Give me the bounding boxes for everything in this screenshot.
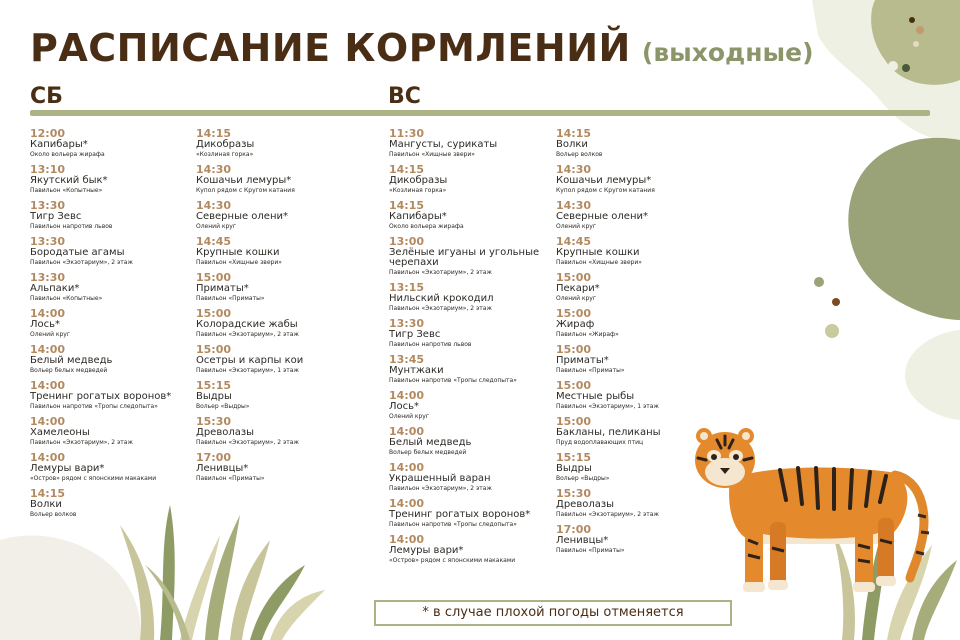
animal-name: Волки: [30, 499, 62, 510]
dot: [902, 64, 910, 72]
feeding-time: 17:00: [556, 523, 592, 536]
feeding-time: 13:30: [30, 199, 66, 212]
title-subtitle: (выходные): [641, 38, 814, 67]
animal-name: Волки: [556, 139, 588, 150]
feeding-time: 14:00: [389, 461, 425, 474]
grass-illustration-left: [120, 495, 330, 640]
feeding-location: Олений круг: [389, 413, 430, 420]
feeding-location: «Козлиная горка»: [389, 187, 447, 194]
dot: [888, 61, 898, 71]
feeding-time: 14:00: [30, 379, 66, 392]
schedule-entry: [389, 498, 547, 528]
animal-name: Мунтжаки: [389, 365, 444, 376]
feeding-location: «Остров» рядом с японскими макаками: [389, 557, 516, 564]
animal-name: Тренинг рогатых воронов*: [389, 509, 531, 520]
feeding-location: Купол рядом с Кругом катания: [196, 187, 295, 194]
right-blob-dark: [848, 138, 960, 320]
feeding-location: Павильон «Приматы»: [196, 295, 265, 302]
feeding-time: 14:30: [196, 199, 232, 212]
animal-name: Хамелеоны: [30, 427, 90, 438]
header-divider: [30, 110, 930, 116]
animal-name: Мангусты, сурикаты: [389, 139, 498, 150]
schedule-entry: [196, 308, 354, 338]
sunday-column-1: [389, 128, 547, 570]
animal-name: Кошачьи лемуры*: [556, 175, 652, 186]
schedule-entry: [389, 318, 547, 348]
right-blob-light: [905, 330, 960, 420]
feeding-time: 15:00: [556, 379, 592, 392]
page-title: [30, 26, 814, 70]
feeding-time: 14:30: [556, 199, 592, 212]
feeding-time: 17:00: [196, 451, 232, 464]
animal-name: Бородатые агамы: [30, 247, 125, 258]
feeding-location: Вольер «Выдры»: [556, 475, 610, 482]
feeding-location: Павильон напротив львов: [30, 223, 113, 230]
schedule-entry: [196, 344, 354, 374]
schedule-entry: [196, 416, 354, 446]
feeding-location: Вольер белых медведей: [30, 367, 108, 374]
feeding-location: Олений круг: [30, 331, 71, 338]
animal-name: Нильский крокодил: [389, 293, 494, 304]
animal-name: Приматы*: [556, 355, 609, 366]
schedule-entry: [196, 128, 354, 158]
feeding-time: 14:00: [30, 343, 66, 356]
feeding-time: 14:00: [30, 451, 66, 464]
schedule-entry: [556, 200, 714, 230]
feeding-time: 15:30: [556, 487, 592, 500]
title-main: РАСПИСАНИЕ КОРМЛЕНИЙ: [30, 26, 631, 70]
schedule-entry: [556, 380, 714, 410]
feeding-location: Олений круг: [556, 223, 597, 230]
animal-name: Лемуры вари*: [389, 545, 464, 556]
feeding-time: 14:15: [389, 199, 425, 212]
feeding-time: 14:00: [30, 415, 66, 428]
animal-name: Зелёные игуаны и угольные черепахи: [389, 247, 540, 268]
animal-name: Выдры: [196, 391, 232, 402]
schedule-entry: [196, 452, 354, 482]
tiger-illustration: [690, 420, 930, 600]
dot: [913, 41, 919, 47]
feeding-time: 14:00: [389, 425, 425, 438]
feeding-time: 14:30: [556, 163, 592, 176]
feeding-location: Павильон «Экзотариум», 2 этаж: [196, 439, 299, 446]
animal-name: Древолазы: [556, 499, 615, 510]
feeding-time: 13:15: [389, 281, 425, 294]
feeding-location: Павильон «Экзотариум», 1 этаж: [196, 367, 299, 374]
schedule-entry: [30, 164, 188, 194]
feeding-time: 15:00: [556, 307, 592, 320]
animal-name: Дикобразы: [389, 175, 448, 186]
feeding-location: Павильон напротив «Тропы следопыта»: [30, 403, 158, 410]
schedule-entry: [30, 380, 188, 410]
schedule-entry: [556, 308, 714, 338]
feeding-time: 14:30: [196, 163, 232, 176]
feeding-time: 14:00: [389, 497, 425, 510]
feeding-time: 14:45: [556, 235, 592, 248]
schedule-entry: [556, 272, 714, 302]
feeding-location: Павильон «Копытные»: [30, 295, 103, 302]
animal-name: Капибары*: [389, 211, 447, 222]
day-label-sunday: ВС: [388, 84, 421, 109]
feeding-time: 15:00: [196, 271, 232, 284]
feeding-time: 15:00: [196, 307, 232, 320]
schedule-entry: [30, 272, 188, 302]
feeding-time: 15:00: [556, 271, 592, 284]
animal-name: Лось*: [30, 319, 61, 330]
schedule-entry: [196, 164, 354, 194]
feeding-time: 14:15: [196, 127, 232, 140]
schedule-entry: [30, 416, 188, 446]
animal-name: Украшенный варан: [389, 473, 491, 484]
feeding-time: 11:30: [389, 127, 425, 140]
saturday-column-1: [30, 128, 188, 524]
feeding-time: 13:10: [30, 163, 66, 176]
schedule-entry: [30, 128, 188, 158]
feeding-location: Павильон «Экзотариум», 2 этаж: [389, 269, 492, 276]
feeding-location: Вольер «Выдры»: [196, 403, 250, 410]
schedule-entry: [389, 354, 547, 384]
feeding-time: 15:00: [556, 415, 592, 428]
schedule-entry: [196, 236, 354, 266]
feeding-time: 12:00: [30, 127, 66, 140]
animal-name: Осетры и карпы кои: [196, 355, 304, 366]
animal-name: Древолазы: [196, 427, 255, 438]
animal-name: Кошачьи лемуры*: [196, 175, 292, 186]
feeding-location: Около вольера жирафа: [30, 151, 105, 158]
feeding-location: Павильон «Экзотариум», 2 этаж: [389, 485, 492, 492]
feeding-location: «Остров» рядом с японскими макаками: [30, 475, 157, 482]
dot: [916, 26, 924, 34]
schedule-entry: [389, 200, 547, 230]
feeding-location: Павильон «Экзотариум», 2 этаж: [30, 259, 133, 266]
dot: [832, 298, 840, 306]
feeding-location: Пруд водоплавающих птиц: [556, 439, 644, 446]
schedule-entry: [196, 200, 354, 230]
feeding-location: Павильон «Хищные звери»: [389, 151, 475, 158]
schedule-entry: [389, 128, 547, 158]
feeding-time: 15:00: [556, 343, 592, 356]
schedule-entry: [30, 200, 188, 230]
feeding-time: 13:00: [389, 235, 425, 248]
footnote: * в случае плохой погоды отменяется: [374, 600, 732, 626]
feeding-location: Павильон «Экзотариум», 2 этаж: [30, 439, 133, 446]
animal-name: Лемуры вари*: [30, 463, 105, 474]
feeding-time: 15:15: [196, 379, 232, 392]
day-label-saturday: СБ: [30, 84, 63, 109]
animal-name: Белый медведь: [389, 437, 472, 448]
saturday-column-2: [196, 128, 354, 488]
feeding-location: Павильон «Приматы»: [556, 547, 625, 554]
feeding-location: Вольер белых медведей: [389, 449, 467, 456]
schedule-entry: [389, 534, 547, 564]
dot: [909, 17, 915, 23]
dot: [825, 324, 839, 338]
animal-name: Крупные кошки: [556, 247, 640, 258]
animal-name: Пекари*: [556, 283, 600, 294]
schedule-entry: [30, 236, 188, 266]
feeding-time: 15:30: [196, 415, 232, 428]
schedule-entry: [389, 426, 547, 456]
schedule-entry: [389, 236, 547, 276]
animal-name: Колорадские жабы: [196, 319, 298, 330]
feeding-location: Павильон «Экзотариум», 2 этаж: [556, 511, 659, 518]
feeding-time: 15:00: [196, 343, 232, 356]
feeding-location: Павильон напротив «Тропы следопыта»: [389, 377, 517, 384]
animal-name: Белый медведь: [30, 355, 113, 366]
feeding-time: 14:15: [556, 127, 592, 140]
feeding-time: 14:45: [196, 235, 232, 248]
animal-name: Местные рыбы: [556, 391, 635, 402]
schedule-entry: [30, 308, 188, 338]
feeding-location: Олений круг: [196, 223, 237, 230]
animal-name: Северные олени*: [196, 211, 288, 222]
schedule-entry: [196, 272, 354, 302]
feeding-location: Павильон «Экзотариум», 2 этаж: [389, 305, 492, 312]
schedule-entry: [556, 236, 714, 266]
feeding-location: «Козлиная горка»: [196, 151, 254, 158]
animal-name: Ленивцы*: [556, 535, 609, 546]
feeding-time: 15:15: [556, 451, 592, 464]
animal-name: Капибары*: [30, 139, 88, 150]
animal-name: Приматы*: [196, 283, 249, 294]
schedule-entry: [556, 164, 714, 194]
feeding-location: Павильон «Экзотариум», 2 этаж: [196, 331, 299, 338]
animal-name: Лось*: [389, 401, 420, 412]
schedule-entry: [556, 344, 714, 374]
feeding-location: Павильон «Копытные»: [30, 187, 103, 194]
animal-name: Альпаки*: [30, 283, 80, 294]
animal-name: Тигр Зевс: [389, 329, 441, 340]
animal-name: Тигр Зевс: [30, 211, 82, 222]
feeding-location: Павильон «Приматы»: [556, 367, 625, 374]
schedule-entry: [196, 380, 354, 410]
animal-name: Крупные кошки: [196, 247, 280, 258]
animal-name: Тренинг рогатых воронов*: [30, 391, 172, 402]
animal-name: Выдры: [556, 463, 592, 474]
feeding-location: Около вольера жирафа: [389, 223, 464, 230]
feeding-location: Павильон «Экзотариум», 1 этаж: [556, 403, 659, 410]
feeding-time: 14:15: [389, 163, 425, 176]
feeding-location: Павильон напротив «Тропы следопыта»: [389, 521, 517, 528]
animal-name: Жираф: [556, 319, 595, 330]
feeding-location: Павильон «Приматы»: [196, 475, 265, 482]
animal-name: Дикобразы: [196, 139, 255, 150]
schedule-entry: [389, 164, 547, 194]
dot: [814, 277, 824, 287]
animal-name: Ленивцы*: [196, 463, 249, 474]
feeding-location: Павильон «Жираф»: [556, 331, 619, 338]
feeding-time: 14:00: [30, 307, 66, 320]
animal-name: Якутский бык*: [30, 175, 108, 186]
feeding-time: 14:00: [389, 533, 425, 546]
schedule-entry: [30, 452, 188, 482]
feeding-location: Купол рядом с Кругом катания: [556, 187, 655, 194]
feeding-time: 13:30: [30, 235, 66, 248]
feeding-location: Павильон «Хищные звери»: [556, 259, 642, 266]
schedule-entry: [389, 282, 547, 312]
schedule-entry: [30, 344, 188, 374]
feeding-time: 13:30: [30, 271, 66, 284]
animal-name: Северные олени*: [556, 211, 648, 222]
schedule-entry: [556, 128, 714, 158]
feeding-time: 13:45: [389, 353, 425, 366]
animal-name: Бакланы, пеликаны: [556, 427, 661, 438]
feeding-time: 13:30: [389, 317, 425, 330]
feeding-location: Павильон напротив львов: [389, 341, 472, 348]
feeding-location: Вольер волков: [30, 511, 77, 518]
feeding-location: Олений круг: [556, 295, 597, 302]
schedule-entry: [389, 462, 547, 492]
feeding-time: 14:15: [30, 487, 66, 500]
feeding-location: Павильон «Хищные звери»: [196, 259, 282, 266]
feeding-time: 14:00: [389, 389, 425, 402]
schedule-entry: [389, 390, 547, 420]
feeding-location: Вольер волков: [556, 151, 603, 158]
